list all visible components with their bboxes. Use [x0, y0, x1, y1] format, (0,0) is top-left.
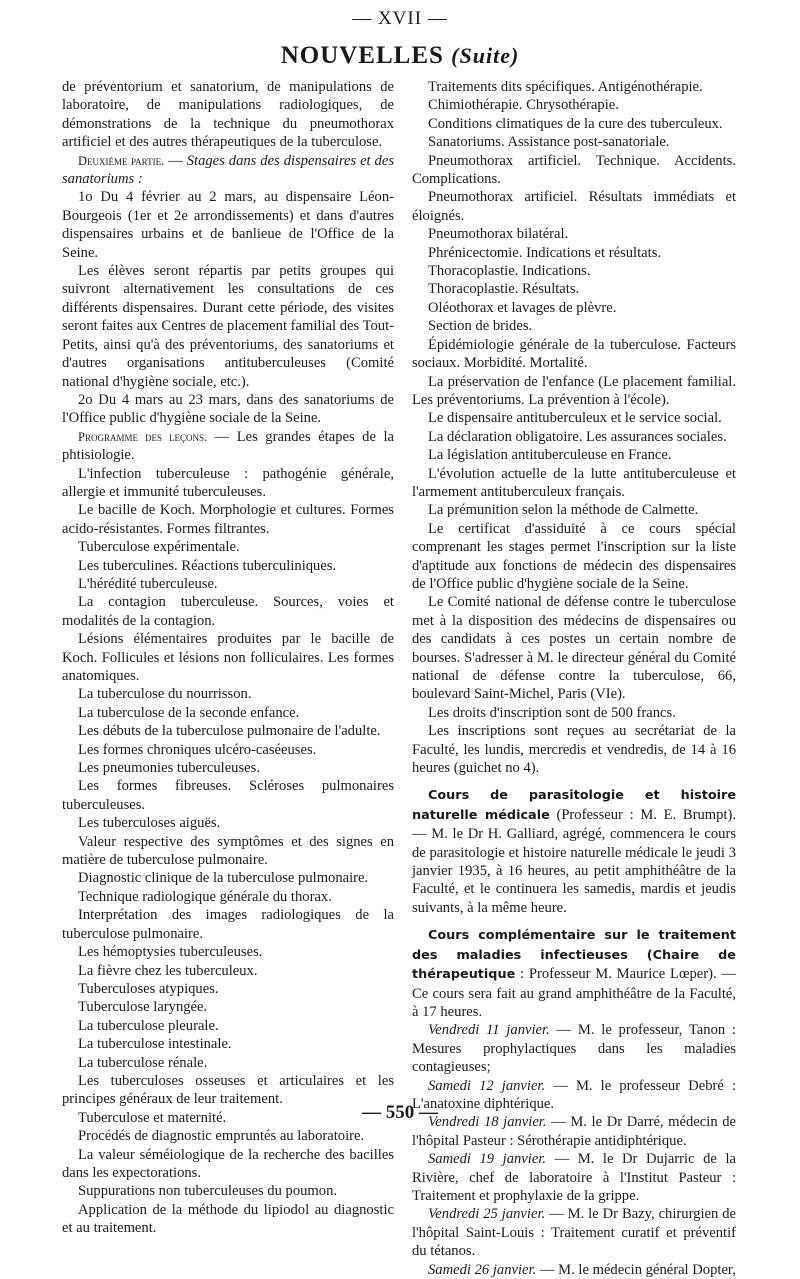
announcement-heading: Cours de parasitologie et histoire naturelle médicale — [412, 788, 736, 823]
page-title — [0, 42, 800, 70]
title-suite: (Suite) — [451, 43, 520, 68]
announcement-text: : Professeur M. Maurice Lœper). — Ce cours sera fait au grand amphithéâtre de la Faculté, à 17 heures. — [412, 966, 736, 1020]
roman-numeral-header: — XVII — — [352, 8, 448, 29]
complementary-course-announcement — [412, 926, 736, 1021]
paragraph: Le Comité national de défense contre le tuberculose met à la disposition des médecins de dispensaires ou des candidats à ces postes un certain nombre de bourses. S'adresser à M. le directeur général du Comité national de défense contre la tuberculose, 66, boulevard Saint-Michel, Paris (VIe). — [412, 594, 736, 703]
list-item: Section de brides. — [428, 318, 533, 335]
list-item: La préservation de l'enfance (Le placement familial. Les préventoriums. La prévention à l'école). — [412, 373, 736, 408]
heading-label: Deuxième partie. — [78, 153, 165, 168]
list-item: La tuberculose du nourrisson. — [78, 686, 252, 703]
session-text: — M. le Dr Dujarric de la Rivière, chef de laboratoire à l'Institut Pasteur : Traitement et prophylaxie de la grippe. — [412, 1151, 736, 1204]
list-item: Les formes fibreuses. Scléroses pulmonaires tuberculeuses. — [62, 778, 394, 813]
list-item: Le bacille de Koch. Morphologie et cultures. Formes acido-résistantes. Formes filtrantes. — [62, 502, 394, 537]
session-text: — M. le Dr Darré, médecin de l'hôpital Pasteur : Sérothérapie antidiphtérique. — [412, 1114, 736, 1149]
list-item: La fièvre chez les tuberculeux. — [78, 962, 258, 979]
session-date: Vendredi 18 janvier. — [428, 1114, 547, 1131]
heading-label: Programme des leçons. — [78, 429, 208, 444]
list-item: La contagion tuberculeuse. Sources, voies et modalités de la contagion. — [62, 594, 394, 629]
list-item: Chimiothérapie. Chrysothérapie. — [428, 97, 619, 114]
list-item: Technique radiologique générale du thorax. — [78, 888, 332, 905]
list-item: Le dispensaire antituberculeux et le service social. — [428, 410, 722, 427]
list-item: Les tuberculines. Réactions tuberculiniques. — [78, 557, 337, 574]
right-column — [412, 78, 736, 1279]
section-heading: Programme des leçons. — Les grandes étapes de la phtisiologie. — [62, 428, 394, 464]
heading-rest: Stages dans des dispensaires et des sanatoriums : — [62, 152, 395, 188]
paragraph: de préventorium et sanatorium, de manipulations de laboratoire, de manipulations radiologiques, de démonstrations de la technique du pneumothorax artificiel et des autres thérapeutiques de la tuberculose. — [62, 79, 394, 151]
title-text: NOUVELLES — [280, 42, 444, 69]
session-entry — [412, 1150, 736, 1205]
session-date: Vendredi 11 janvier. — [428, 1022, 550, 1039]
session-date: Samedi 26 janvier. — [428, 1261, 537, 1278]
list-item: Diagnostic clinique de la tuberculose pulmonaire. — [78, 870, 369, 887]
section-heading: Deuxième partie. — Stages dans des dispensaires et des sanatoriums : — [62, 152, 395, 188]
list-item: Conditions climatiques de la cure des tuberculeux. — [428, 115, 723, 132]
paragraph-text: Du 4 mars au 23 mars, dans des sanatoriums de l'Office public d'hygiène sociale de la Seine. — [62, 391, 394, 427]
session-date: Vendredi 25 janvier. — [428, 1206, 546, 1223]
list-item: Thoracoplastie. Indications. — [428, 263, 591, 280]
list-item: Thoracoplastie. Résultats. — [428, 281, 580, 298]
list-item: Pneumothorax artificiel. Technique. Accidents. Complications. — [412, 152, 736, 188]
announcement-text: (Professeur : M. E. Brumpt). — M. le Dr H. Galliard, agrégé, commencera le cours de parasitologie et histoire naturelle médicale le jeudi 3 janvier 1935, à 16 heures, au petit amphithéâtre de la Faculté, et le continuera les samedis, mardis et jeudis suivants, à la même heure. — [412, 806, 736, 916]
list-item: Valeur respective des symptômes et des signes en matière de tuberculose pulmonaire. — [62, 833, 394, 869]
session-text: — M. le professeur Debré : L'anatoxine diphtérique. — [412, 1077, 736, 1112]
paragraph: Les inscriptions sont reçues au secrétariat de la Faculté, les lundis, mercredis et vendredis, de 14 à 16 heures (guichet no 4). — [412, 723, 736, 777]
list-item: Épidémiologie générale de la tuberculose. Facteurs sociaux. Morbidité. Mortalité. — [412, 336, 736, 372]
list-item: La prémunition selon la méthode de Calmette. — [428, 502, 699, 519]
list-item: Tuberculoses atypiques. — [78, 980, 219, 997]
list-item: La valeur séméiologique de la recherche des bacilles dans les expectorations. — [62, 1146, 394, 1181]
list-item: Sanatoriums. Assistance post-sanatoriale. — [428, 134, 670, 151]
list-item: La tuberculose rénale. — [78, 1054, 208, 1071]
announcement-heading: Cours complémentaire sur le traitement des maladies infectieuses (Chaire de thérapeutique — [412, 928, 736, 983]
list-item: La législation antituberculeuse en France. — [428, 447, 672, 464]
paragraph — [62, 391, 394, 428]
list-item: La tuberculose pleurale. — [78, 1017, 219, 1034]
list-item: Application de la méthode du lipiodol au diagnostic et au traitement. — [62, 1201, 394, 1237]
list-item: Tuberculose expérimentale. — [78, 539, 240, 556]
left-column — [62, 78, 394, 1238]
list-item: Traitements dits spécifiques. Antigénothérapie. — [428, 79, 703, 95]
paragraph: Les droits d'inscription sont de 500 francs. — [428, 704, 676, 721]
session-date: Samedi 12 janvier. — [428, 1077, 546, 1094]
paragraph — [62, 188, 394, 262]
list-item: Phrénicectomie. Indications et résultats. — [428, 244, 662, 261]
list-item: Les formes chroniques ulcéro-caséeuses. — [78, 741, 317, 758]
session-text: — M. le médecin général Dopter, — [539, 1261, 736, 1278]
paragraph-text: Les grandes étapes de la phtisiologie. — [62, 428, 394, 464]
list-item: La tuberculose de la seconde enfance. — [78, 704, 300, 721]
paragraph: Les élèves seront répartis par petits groupes qui suivront alternativement les consultations de ces différents dispensaires. Durant cette période, des visites seront faites aux Centres de placement familial des Tout-Petits, ainsi qu'à des préventoriums, des sanatoriums et d'autres organisations antituberculeuses (Comité national d'hygiène sociale, etc.). — [62, 263, 394, 390]
session-text: — M. le professeur, Tanon : Mesures prophylactiques dans les maladies contagieuses; — [412, 1022, 736, 1076]
paragraph: Le certificat d'assiduité à ce cours spécial comprenant les stages permet l'inscription sur la liste d'aptitude aux fonctions de médecin des dispensaires de l'Office public d'hygiène sociale de la Seine. — [412, 520, 736, 592]
list-item: L'hérédité tuberculeuse. — [78, 575, 218, 592]
list-item: La tuberculose intestinale. — [78, 1036, 232, 1053]
list-item: L'infection tuberculeuse : pathogénie générale, allergie et immunité tuberculeuses. — [62, 465, 394, 500]
list-item: Pneumothorax bilatéral. — [428, 226, 569, 243]
list-item: Les pneumonies tuberculeuses. — [78, 760, 260, 777]
paragraph-text: Du 4 février au 2 mars, au dispensaire Léon-Bourgeois (1er et 2e arrondissements) et dans d'autres dispensaires urbains et de banlieue de l'Office de la Seine. — [62, 189, 394, 261]
session-entry — [412, 1021, 736, 1076]
list-item: Les tuberculoses aiguës. — [78, 815, 221, 832]
list-item: Tuberculose et maternité. — [78, 1109, 227, 1126]
list-item: Interprétation des images radiologiques de la tuberculose pulmonaire. — [62, 907, 394, 942]
list-item: La déclaration obligatoire. Les assurances sociales. — [428, 428, 727, 445]
list-item: Lésions élémentaires produites par le bacille de Koch. Follicules et lésions non folliculaires. Les formes anatomiques. — [62, 631, 394, 684]
list-number: 2o — [78, 391, 93, 408]
list-item: Oléothorax et lavages de plèvre. — [428, 299, 617, 316]
session-text: — M. le Dr Bazy, chirurgien de l'hôpital Saint-Louis : Traitement curatif et préventif du tétanos. — [412, 1206, 736, 1260]
list-item: L'évolution actuelle de la lutte antituberculeuse et l'armement antituberculeux français. — [412, 465, 736, 500]
parasitology-announcement — [412, 786, 736, 917]
session-entry — [412, 1205, 736, 1260]
list-item: Procédés de diagnostic empruntés au laboratoire. — [78, 1128, 365, 1145]
list-number: 1o — [78, 189, 93, 206]
list-item: Suppurations non tuberculeuses du poumon. — [78, 1183, 338, 1200]
list-item: Les débuts de la tuberculose pulmonaire de l'adulte. — [78, 723, 381, 740]
list-item: Tuberculose laryngée. — [78, 999, 208, 1016]
list-item: Pneumothorax artificiel. Résultats immédiats et éloignés. — [412, 189, 736, 224]
page-number: — 550 — — [362, 1102, 438, 1123]
session-date: Samedi 19 janvier. — [428, 1151, 547, 1168]
list-item: Les tuberculoses osseuses et articulaires et les principes généraux de leur traitement. — [62, 1072, 394, 1108]
session-entry — [412, 1261, 736, 1279]
list-item: Les hémoptysies tuberculeuses. — [78, 944, 263, 961]
